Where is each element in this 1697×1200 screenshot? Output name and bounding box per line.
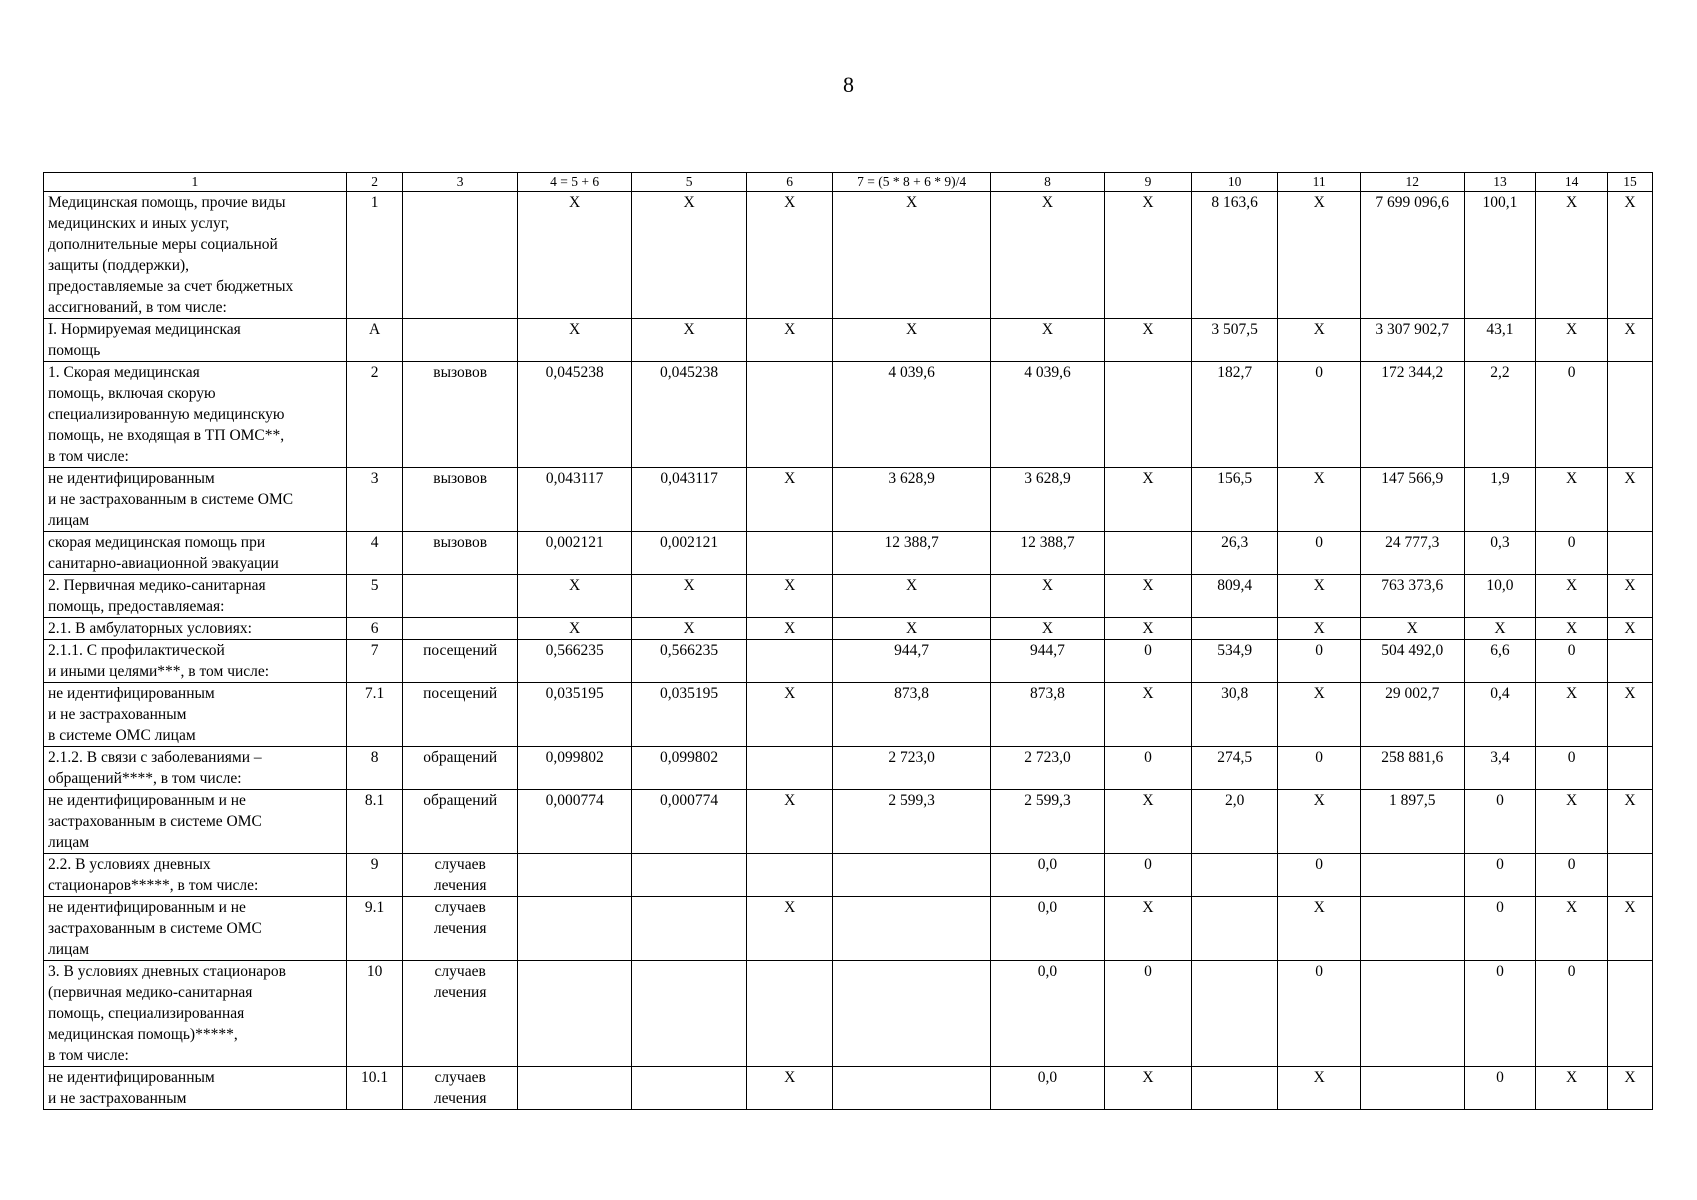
table-cell [1191,1067,1278,1110]
table-cell: 0 [1536,854,1608,897]
table-cell: случаев лечения [403,854,517,897]
table-cell: Х [1278,192,1360,319]
header-cell: 8 [990,173,1104,192]
table-cell: 3 507,5 [1191,319,1278,362]
table-cell [1607,532,1652,575]
table-cell: не идентифицированным и не застрахованным в системе ОМС лицам [44,897,347,961]
table-cell: 2. Первичная медико-санитарная помощь, предоставляемая: [44,575,347,618]
table-cell: Х [1536,319,1608,362]
table-cell: 0 [1278,362,1360,468]
table-cell [1607,747,1652,790]
table-cell [517,1067,631,1110]
table-cell: Х [746,1067,833,1110]
table-cell: Х [1607,192,1652,319]
header-cell: 12 [1360,173,1464,192]
table-cell: 0 [1105,961,1192,1067]
table-cell: 2.1.2. В связи с заболеваниями – обращений****, в том числе: [44,747,347,790]
table-cell: 156,5 [1191,468,1278,532]
table-cell: Х [1278,319,1360,362]
table-cell: Х [833,575,990,618]
table-row [44,468,1653,532]
table-cell: 12 388,7 [990,532,1104,575]
table-cell: Х [1278,1067,1360,1110]
table-cell: Х [746,192,833,319]
table-cell: 8.1 [346,790,403,854]
table-cell [746,532,833,575]
table-cell: скорая медицинская помощь при санитарно-авиационной эвакуации [44,532,347,575]
table-cell: 0,035195 [632,683,746,747]
table-cell: 0,0 [990,1067,1104,1110]
table-cell: 4 [346,532,403,575]
table-cell: Х [1278,683,1360,747]
table-cell: 0 [1278,961,1360,1067]
table-cell: Х [1105,790,1192,854]
table-cell: 3 628,9 [990,468,1104,532]
table-cell: 43,1 [1464,319,1536,362]
table-cell [746,640,833,683]
header-cell: 7 = (5 * 8 + 6 * 9)/4 [833,173,990,192]
table-cell: 873,8 [833,683,990,747]
table-cell: Х [1105,319,1192,362]
table-row [44,192,1653,319]
table-cell: 0 [1536,362,1608,468]
table-cell: Х [990,618,1104,640]
table-cell: 2 599,3 [833,790,990,854]
table-cell: случаев лечения [403,1067,517,1110]
table-cell: 0 [1536,961,1608,1067]
table-cell: 0 [1536,747,1608,790]
table-cell: Х [632,618,746,640]
table-cell: 2 723,0 [833,747,990,790]
table-cell: Х [746,683,833,747]
header-cell: 2 [346,173,403,192]
table-row [44,747,1653,790]
table-cell [746,854,833,897]
table-cell: 0 [1105,854,1192,897]
table-cell: 0,099802 [517,747,631,790]
table-cell: 1,9 [1464,468,1536,532]
table-cell [632,897,746,961]
table-cell: 10,0 [1464,575,1536,618]
table-cell: 4 039,6 [833,362,990,468]
table-cell [632,1067,746,1110]
table-cell: А [346,319,403,362]
table-cell: 274,5 [1191,747,1278,790]
table-cell: 3 628,9 [833,468,990,532]
table-cell: Х [1278,790,1360,854]
table-cell: не идентифицированным и не застрахованным в системе ОМС лицам [44,468,347,532]
table-cell [833,961,990,1067]
table-cell [746,747,833,790]
table-cell: 10.1 [346,1067,403,1110]
table-cell: 6,6 [1464,640,1536,683]
table-cell [1191,618,1278,640]
table-cell: 0,002121 [632,532,746,575]
table-cell: Х [1536,897,1608,961]
table-cell: 24 777,3 [1360,532,1464,575]
table-cell [403,575,517,618]
table-row [44,854,1653,897]
table-cell [403,319,517,362]
table-cell: 2 723,0 [990,747,1104,790]
table-cell: 763 373,6 [1360,575,1464,618]
table-cell [1191,854,1278,897]
table-cell: 0 [1464,897,1536,961]
table-cell [1607,640,1652,683]
table-cell: вызовов [403,362,517,468]
header-cell: 13 [1464,173,1536,192]
table-cell: Х [833,618,990,640]
table-cell: не идентифицированным и не застрахованным в системе ОМС лицам [44,790,347,854]
table-cell [746,961,833,1067]
table-cell: Х [1536,575,1608,618]
table-row [44,683,1653,747]
table-cell: Х [1536,468,1608,532]
table-cell: Х [746,790,833,854]
table-cell: 534,9 [1191,640,1278,683]
table-cell: случаев лечения [403,961,517,1067]
header-cell: 10 [1191,173,1278,192]
table-cell [517,897,631,961]
table-cell: 0,002121 [517,532,631,575]
table-cell: Х [1105,468,1192,532]
table-cell: 0,0 [990,897,1104,961]
table-cell: 1 [346,192,403,319]
table-cell: Х [1105,1067,1192,1110]
table-cell: 0 [1464,790,1536,854]
table-cell: 3,4 [1464,747,1536,790]
header-cell: 3 [403,173,517,192]
table-cell: 0,043117 [517,468,631,532]
table-cell [1191,961,1278,1067]
table-cell: Х [1105,683,1192,747]
table-cell: Х [632,319,746,362]
table-row [44,1067,1653,1110]
table-cell: 0 [1278,747,1360,790]
table-cell: 26,3 [1191,532,1278,575]
table-cell: 182,7 [1191,362,1278,468]
table-cell: Х [1607,897,1652,961]
table-cell: 1 897,5 [1360,790,1464,854]
table-cell: 30,8 [1191,683,1278,747]
table-cell: Х [1536,683,1608,747]
table-cell: Х [1278,575,1360,618]
table-cell: 0,566235 [632,640,746,683]
header-cell: 4 = 5 + 6 [517,173,631,192]
table-cell [517,961,631,1067]
table-cell: 2 [346,362,403,468]
table-cell: 0,3 [1464,532,1536,575]
table-cell: 0 [1536,532,1608,575]
table-cell: 12 388,7 [833,532,990,575]
table-cell: Х [517,618,631,640]
table-cell: 0,043117 [632,468,746,532]
table-cell [1360,1067,1464,1110]
table-cell: случаев лечения [403,897,517,961]
table-cell [1191,897,1278,961]
table-cell: 7.1 [346,683,403,747]
table-cell [632,961,746,1067]
table-cell [403,192,517,319]
table-cell: 147 566,9 [1360,468,1464,532]
table-cell: 0 [1278,532,1360,575]
table-cell: Х [1105,618,1192,640]
table-row [44,362,1653,468]
table-cell: 0 [1464,961,1536,1067]
table-cell: 172 344,2 [1360,362,1464,468]
data-table [43,172,1653,1110]
table-row [44,640,1653,683]
table-cell: Х [746,575,833,618]
table-cell: 0,035195 [517,683,631,747]
table-cell: Х [833,192,990,319]
table-cell: Х [990,575,1104,618]
table-cell: 0,0 [990,854,1104,897]
table-cell: 0 [1278,854,1360,897]
table-cell: 2.1.1. С профилактической и иными целями***, в том числе: [44,640,347,683]
table-cell: 0,000774 [632,790,746,854]
table-cell: 10 [346,961,403,1067]
table-cell: Х [990,319,1104,362]
table-cell: 0 [1278,640,1360,683]
table-cell: Х [1105,192,1192,319]
table-cell [403,618,517,640]
table-cell: Х [1607,1067,1652,1110]
table-cell: 7 [346,640,403,683]
table-row [44,961,1653,1067]
table-cell: Х [1607,683,1652,747]
table-row [44,575,1653,618]
table-cell: 0 [1464,854,1536,897]
table-cell: Х [1607,790,1652,854]
table-cell [1105,362,1192,468]
table-cell: Х [833,319,990,362]
table-cell: 0,4 [1464,683,1536,747]
table-cell: 2,0 [1191,790,1278,854]
table-row [44,532,1653,575]
table-cell [833,854,990,897]
table-cell: посещений [403,683,517,747]
header-cell: 15 [1607,173,1652,192]
table-cell: Х [1360,618,1464,640]
table-cell: не идентифицированным и не застрахованным [44,1067,347,1110]
header-cell: 5 [632,173,746,192]
table-cell: вызовов [403,468,517,532]
header-cell: 1 [44,173,347,192]
table-cell: Х [1607,468,1652,532]
table-cell: 504 492,0 [1360,640,1464,683]
table-cell: 2.2. В условиях дневных стационаров*****, в том числе: [44,854,347,897]
table-cell: 4 039,6 [990,362,1104,468]
table-cell: Х [1607,575,1652,618]
table-cell: I. Нормируемая медицинская помощь [44,319,347,362]
table-cell: Х [1464,618,1536,640]
table-row [44,897,1653,961]
table-cell: Х [1536,192,1608,319]
table-cell: 2,2 [1464,362,1536,468]
header-cell: 6 [746,173,833,192]
table-cell [1360,961,1464,1067]
table-cell: 0 [1105,640,1192,683]
table-cell [1360,854,1464,897]
table-cell: Х [1105,575,1192,618]
table-cell: 8 163,6 [1191,192,1278,319]
table-cell: 0,566235 [517,640,631,683]
header-cell: 14 [1536,173,1608,192]
table-cell: Х [517,192,631,319]
table-cell: 0,045238 [632,362,746,468]
table-cell: 7 699 096,6 [1360,192,1464,319]
table-row [44,790,1653,854]
table-cell: 3 [346,468,403,532]
table-cell: Х [1278,468,1360,532]
table-cell: Х [517,319,631,362]
table-cell: обращений [403,790,517,854]
table-cell: Х [1536,1067,1608,1110]
header-row [44,173,1653,192]
table-cell: Х [1105,897,1192,961]
header-cell: 11 [1278,173,1360,192]
table-cell: 6 [346,618,403,640]
table-cell: Х [632,575,746,618]
table-row [44,618,1653,640]
header-cell: 9 [1105,173,1192,192]
table-cell: 3. В условиях дневных стационаров (первичная медико-санитарная помощь, специализированная медицинская помощь)*****, в том числе: [44,961,347,1067]
table-cell: Медицинская помощь, прочие виды медицинских и иных услуг, дополнительные меры социальной защиты (поддержки), предоставляемые за счет бюджетных ассигнований, в том числе: [44,192,347,319]
table-cell: Х [1607,319,1652,362]
table-cell: 944,7 [990,640,1104,683]
table-cell: 0,0 [990,961,1104,1067]
table-cell: 873,8 [990,683,1104,747]
table-cell [1607,854,1652,897]
table-cell [1607,961,1652,1067]
table-cell: 0,000774 [517,790,631,854]
table-cell: 29 002,7 [1360,683,1464,747]
table-cell [517,854,631,897]
table-cell: 0 [1536,640,1608,683]
table-cell [1105,532,1192,575]
table-cell: 0,045238 [517,362,631,468]
table-cell: Х [990,192,1104,319]
table-cell: 100,1 [1464,192,1536,319]
table-cell: 944,7 [833,640,990,683]
table-cell: вызовов [403,532,517,575]
table-row [44,319,1653,362]
table-cell: 0 [1464,1067,1536,1110]
table-cell: 258 881,6 [1360,747,1464,790]
table-cell: Х [746,618,833,640]
table-cell: Х [1536,618,1608,640]
table-cell: 2.1. В амбулаторных условиях: [44,618,347,640]
table-cell: Х [632,192,746,319]
table-cell [833,897,990,961]
table-cell: 809,4 [1191,575,1278,618]
table-cell [1360,897,1464,961]
table-cell: Х [1536,790,1608,854]
table-cell [746,362,833,468]
table-cell: не идентифицированным и не застрахованным в системе ОМС лицам [44,683,347,747]
table-cell: 3 307 902,7 [1360,319,1464,362]
table-cell [632,854,746,897]
page-number: 8 [843,72,854,97]
table-cell: посещений [403,640,517,683]
table-cell: Х [746,319,833,362]
table-cell: 9.1 [346,897,403,961]
table-cell: 9 [346,854,403,897]
table-cell: Х [1607,618,1652,640]
table-cell: Х [746,897,833,961]
table-cell [833,1067,990,1110]
table-cell: Х [517,575,631,618]
table-cell: Х [746,468,833,532]
table-cell [1607,362,1652,468]
table-cell: 5 [346,575,403,618]
table-cell: обращений [403,747,517,790]
table-cell: 0 [1105,747,1192,790]
table-cell: Х [1278,618,1360,640]
table-cell: 1. Скорая медицинская помощь, включая скорую специализированную медицинскую помощь, не входящая в ТП ОМС**, в том числе: [44,362,347,468]
table-cell: 8 [346,747,403,790]
table-cell: Х [1278,897,1360,961]
table-cell: 0,099802 [632,747,746,790]
table-cell: 2 599,3 [990,790,1104,854]
